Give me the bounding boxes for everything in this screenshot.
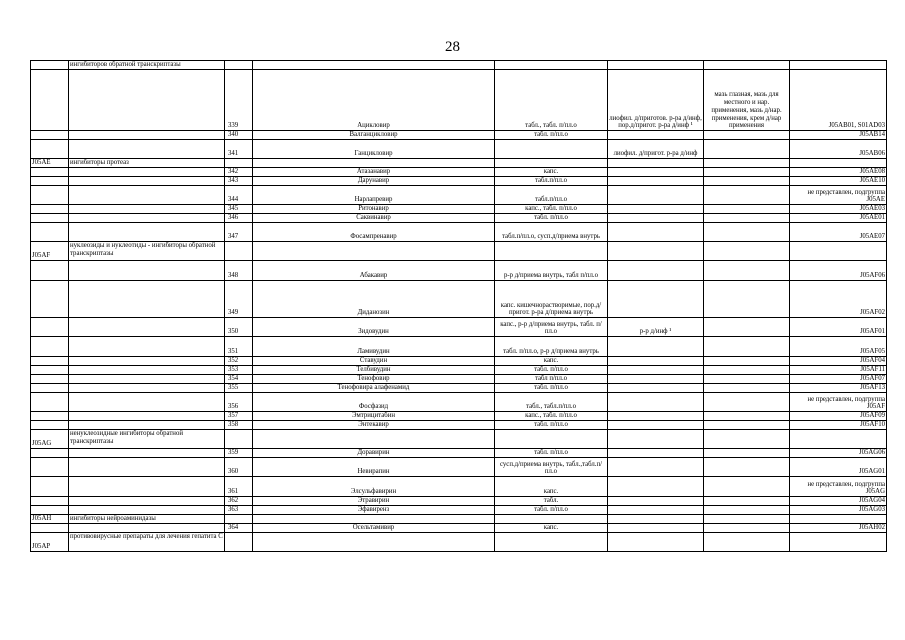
note-code-cell: J05AF05 bbox=[790, 337, 887, 357]
row-number-cell: 350 bbox=[225, 318, 253, 337]
group-name-cell bbox=[69, 186, 225, 205]
atc-code-cell bbox=[31, 61, 69, 70]
dosage-form-cell: табл.п/пл.о bbox=[495, 177, 608, 186]
group-row bbox=[31, 159, 887, 168]
drug-row bbox=[31, 384, 887, 393]
row-number-cell: 348 bbox=[225, 261, 253, 281]
group-name-cell bbox=[69, 357, 225, 366]
dosage-form-cell bbox=[495, 242, 608, 261]
atc-code-cell bbox=[31, 506, 69, 515]
dosage-form-cell bbox=[495, 533, 608, 552]
atc-code-cell: J05AF bbox=[31, 242, 69, 261]
drug-name-cell: Зидовудин bbox=[253, 318, 495, 337]
drug-row bbox=[31, 393, 887, 412]
group-name-cell: ингибиторов обратной транскриптазы bbox=[69, 61, 225, 70]
note-code-cell: J05AE03 bbox=[790, 205, 887, 214]
injection-form-cell bbox=[608, 430, 704, 449]
drug-row bbox=[31, 497, 887, 506]
row-number-cell: 363 bbox=[225, 506, 253, 515]
topical-form-cell bbox=[704, 497, 790, 506]
atc-code-cell bbox=[31, 357, 69, 366]
dosage-form-cell: табл. п/пл.о bbox=[495, 421, 608, 430]
note-code-cell bbox=[790, 515, 887, 524]
note-code-cell: J05AE01 bbox=[790, 214, 887, 223]
atc-code-cell bbox=[31, 384, 69, 393]
injection-form-cell bbox=[608, 61, 704, 70]
drug-name-cell: Ганцикловир bbox=[253, 140, 495, 159]
topical-form-cell bbox=[704, 524, 790, 533]
atc-code-cell bbox=[31, 497, 69, 506]
dosage-form-cell bbox=[495, 159, 608, 168]
drug-row bbox=[31, 261, 887, 281]
atc-code-cell: J05AE bbox=[31, 159, 69, 168]
note-code-cell: J05AG06 bbox=[790, 449, 887, 458]
row-number-cell: 342 bbox=[225, 168, 253, 177]
row-number-cell: 359 bbox=[225, 449, 253, 458]
row-number-cell: 356 bbox=[225, 393, 253, 412]
dosage-form-cell: сусп.д/приема внутрь, табл.,табл.п/пл.о bbox=[495, 458, 608, 477]
note-code-cell bbox=[790, 61, 887, 70]
atc-code-cell bbox=[31, 421, 69, 430]
topical-form-cell bbox=[704, 421, 790, 430]
row-number-cell: 360 bbox=[225, 458, 253, 477]
dosage-form-cell bbox=[495, 140, 608, 159]
injection-form-cell bbox=[608, 458, 704, 477]
drug-name-cell: Фосампренавир bbox=[253, 223, 495, 242]
dosage-form-cell: капс. кишечнорастворимые, пор.д/пригот. р-ра д/приема внутрь bbox=[495, 281, 608, 318]
note-code-cell: J05AE10 bbox=[790, 177, 887, 186]
note-code-cell bbox=[790, 242, 887, 261]
dosage-form-cell: р-р д/приема внутрь, табл п/пл.о bbox=[495, 261, 608, 281]
group-name-cell bbox=[69, 214, 225, 223]
drug-row bbox=[31, 524, 887, 533]
drug-name-cell: Осельтамивир bbox=[253, 524, 495, 533]
drug-name-cell: Тенофовир bbox=[253, 375, 495, 384]
atc-code-cell bbox=[31, 477, 69, 497]
group-name-cell: нуклеозиды и нуклеотиды - ингибиторы обратной транскриптазы bbox=[69, 242, 225, 261]
dosage-form-cell: табл.п/пл.о bbox=[495, 186, 608, 205]
injection-form-cell bbox=[608, 421, 704, 430]
drug-name-cell: Дарунавир bbox=[253, 177, 495, 186]
dosage-form-cell: табл. п/пл.о bbox=[495, 384, 608, 393]
drug-row bbox=[31, 223, 887, 242]
note-code-cell: J05AG04 bbox=[790, 497, 887, 506]
drug-row bbox=[31, 70, 887, 131]
topical-form-cell bbox=[704, 177, 790, 186]
injection-form-cell bbox=[608, 205, 704, 214]
drug-row bbox=[31, 318, 887, 337]
drug-name-cell: Ритонавир bbox=[253, 205, 495, 214]
drug-name-cell bbox=[253, 430, 495, 449]
group-name-cell bbox=[69, 449, 225, 458]
atc-code-cell bbox=[31, 366, 69, 375]
drug-row bbox=[31, 168, 887, 177]
drug-row bbox=[31, 131, 887, 140]
topical-form-cell bbox=[704, 506, 790, 515]
note-code-cell bbox=[790, 533, 887, 552]
dosage-form-cell: табл. п/пл.о bbox=[495, 366, 608, 375]
drug-name-cell: Абакавир bbox=[253, 261, 495, 281]
atc-code-cell bbox=[31, 223, 69, 242]
topical-form-cell bbox=[704, 393, 790, 412]
row-number-cell: 349 bbox=[225, 281, 253, 318]
topical-form-cell bbox=[704, 131, 790, 140]
drug-name-cell: Атазанавир bbox=[253, 168, 495, 177]
atc-code-cell: J05AP bbox=[31, 533, 69, 552]
note-code-cell: J05AF04 bbox=[790, 357, 887, 366]
topical-form-cell bbox=[704, 515, 790, 524]
atc-code-cell bbox=[31, 458, 69, 477]
note-code-cell: J05AF09 bbox=[790, 412, 887, 421]
group-name-cell bbox=[69, 366, 225, 375]
atc-code-cell bbox=[31, 449, 69, 458]
topical-form-cell bbox=[704, 412, 790, 421]
atc-code-cell bbox=[31, 337, 69, 357]
group-name-cell bbox=[69, 524, 225, 533]
injection-form-cell bbox=[608, 375, 704, 384]
group-name-cell bbox=[69, 261, 225, 281]
group-name-cell: ингибиторы протеаз bbox=[69, 159, 225, 168]
group-name-cell bbox=[69, 506, 225, 515]
drug-name-cell: Ставудин bbox=[253, 357, 495, 366]
note-code-cell: J05AB06 bbox=[790, 140, 887, 159]
injection-form-cell: р-р д/инф ¹ bbox=[608, 318, 704, 337]
drug-name-cell: Телбивудин bbox=[253, 366, 495, 375]
row-number-cell: 346 bbox=[225, 214, 253, 223]
atc-code-cell bbox=[31, 70, 69, 131]
atc-code-cell: J05AG bbox=[31, 430, 69, 449]
injection-form-cell bbox=[608, 159, 704, 168]
atc-code-cell bbox=[31, 177, 69, 186]
note-code-cell: J05AF13 bbox=[790, 384, 887, 393]
drug-name-cell bbox=[253, 159, 495, 168]
group-name-cell bbox=[69, 70, 225, 131]
drug-name-cell: Энтекавир bbox=[253, 421, 495, 430]
dosage-form-cell: табл. bbox=[495, 497, 608, 506]
topical-form-cell bbox=[704, 375, 790, 384]
row-number-cell: 341 bbox=[225, 140, 253, 159]
note-code-cell: J05AE08 bbox=[790, 168, 887, 177]
row-number-cell: 344 bbox=[225, 186, 253, 205]
drug-name-cell bbox=[253, 242, 495, 261]
group-name-cell bbox=[69, 131, 225, 140]
row-number-cell: 340 bbox=[225, 131, 253, 140]
group-name-cell bbox=[69, 140, 225, 159]
drug-row bbox=[31, 357, 887, 366]
group-name-cell: ингибиторы нейроаминидазы bbox=[69, 515, 225, 524]
group-name-cell bbox=[69, 477, 225, 497]
injection-form-cell bbox=[608, 223, 704, 242]
group-name-cell bbox=[69, 337, 225, 357]
topical-form-cell bbox=[704, 168, 790, 177]
row-number-cell: 347 bbox=[225, 223, 253, 242]
topical-form-cell bbox=[704, 159, 790, 168]
injection-form-cell bbox=[608, 524, 704, 533]
drug-row bbox=[31, 205, 887, 214]
drug-name-cell bbox=[253, 533, 495, 552]
note-code-cell: J05AF01 bbox=[790, 318, 887, 337]
injection-form-cell bbox=[608, 177, 704, 186]
drug-row bbox=[31, 449, 887, 458]
drug-row bbox=[31, 477, 887, 497]
injection-form-cell bbox=[608, 261, 704, 281]
row-number-cell bbox=[225, 430, 253, 449]
dosage-form-cell: капс., табл. п/пл.о bbox=[495, 412, 608, 421]
injection-form-cell bbox=[608, 131, 704, 140]
page-number: 28 bbox=[445, 39, 460, 55]
injection-form-cell bbox=[608, 281, 704, 318]
drug-row bbox=[31, 375, 887, 384]
dosage-form-cell: табл. п/пл.о bbox=[495, 506, 608, 515]
row-number-cell: 355 bbox=[225, 384, 253, 393]
row-number-cell: 351 bbox=[225, 337, 253, 357]
atc-code-cell bbox=[31, 261, 69, 281]
row-number-cell bbox=[225, 242, 253, 261]
drug-name-cell bbox=[253, 515, 495, 524]
drug-row bbox=[31, 214, 887, 223]
row-number-cell bbox=[225, 61, 253, 70]
row-number-cell: 354 bbox=[225, 375, 253, 384]
note-code-cell bbox=[790, 159, 887, 168]
injection-form-cell bbox=[608, 506, 704, 515]
note-code-cell: J05AF07 bbox=[790, 375, 887, 384]
topical-form-cell bbox=[704, 449, 790, 458]
atc-code-cell bbox=[31, 131, 69, 140]
injection-form-cell bbox=[608, 337, 704, 357]
row-number-cell: 364 bbox=[225, 524, 253, 533]
group-row bbox=[31, 430, 887, 449]
note-code-cell: J05AF10 bbox=[790, 421, 887, 430]
row-number-cell: 361 bbox=[225, 477, 253, 497]
drug-name-cell: Эфавиренз bbox=[253, 506, 495, 515]
topical-form-cell bbox=[704, 430, 790, 449]
dosage-form-cell: табл. п/пл.о bbox=[495, 131, 608, 140]
dosage-form-cell: табл. п/пл.о bbox=[495, 449, 608, 458]
dosage-form-cell: капс., табл. п/пл.о bbox=[495, 205, 608, 214]
dosage-form-cell: табл.п/пл.о, сусп.д/приема внутрь bbox=[495, 223, 608, 242]
topical-form-cell bbox=[704, 357, 790, 366]
group-name-cell bbox=[69, 393, 225, 412]
drug-name-cell: Тенофовира алафенамид bbox=[253, 384, 495, 393]
drug-name-cell: Невирапин bbox=[253, 458, 495, 477]
injection-form-cell bbox=[608, 477, 704, 497]
group-name-cell bbox=[69, 384, 225, 393]
injection-form-cell bbox=[608, 168, 704, 177]
group-row bbox=[31, 242, 887, 261]
group-name-cell bbox=[69, 375, 225, 384]
drug-row bbox=[31, 412, 887, 421]
injection-form-cell bbox=[608, 533, 704, 552]
drug-name-cell: Фосфазид bbox=[253, 393, 495, 412]
row-number-cell: 343 bbox=[225, 177, 253, 186]
topical-form-cell bbox=[704, 384, 790, 393]
dosage-form-cell: табл., табл.п/пл.о bbox=[495, 393, 608, 412]
topical-form-cell bbox=[704, 318, 790, 337]
note-code-cell: J05AF06 bbox=[790, 261, 887, 281]
drug-row bbox=[31, 366, 887, 375]
drug-name-cell: Валганцикловир bbox=[253, 131, 495, 140]
note-code-cell: J05AE07 bbox=[790, 223, 887, 242]
injection-form-cell bbox=[608, 393, 704, 412]
note-code-cell: J05AF11 bbox=[790, 366, 887, 375]
topical-form-cell bbox=[704, 337, 790, 357]
group-row bbox=[31, 515, 887, 524]
drug-name-cell: Этравирин bbox=[253, 497, 495, 506]
row-number-cell: 345 bbox=[225, 205, 253, 214]
note-code-cell: не представлен, подгруппа J05AF bbox=[790, 393, 887, 412]
group-name-cell bbox=[69, 318, 225, 337]
drug-name-cell: Саквинавир bbox=[253, 214, 495, 223]
group-name-cell: противовирусные препараты для лечения гепатита С bbox=[69, 533, 225, 552]
atc-code-cell: J05AH bbox=[31, 515, 69, 524]
group-name-cell: ненуклеозидные ингибиторы обратной транскриптазы bbox=[69, 430, 225, 449]
atc-code-cell bbox=[31, 281, 69, 318]
topical-form-cell bbox=[704, 366, 790, 375]
injection-form-cell bbox=[608, 186, 704, 205]
group-name-cell bbox=[69, 458, 225, 477]
note-code-cell: J05AH02 bbox=[790, 524, 887, 533]
drug-name-cell: Диданозин bbox=[253, 281, 495, 318]
drug-name-cell: Ацикловир bbox=[253, 70, 495, 131]
row-number-cell: 357 bbox=[225, 412, 253, 421]
topical-form-cell bbox=[704, 61, 790, 70]
topical-form-cell bbox=[704, 140, 790, 159]
dosage-form-cell: капс. bbox=[495, 477, 608, 497]
dosage-form-cell bbox=[495, 430, 608, 449]
dosage-form-cell: табл. п/пл.о bbox=[495, 214, 608, 223]
atc-code-cell bbox=[31, 168, 69, 177]
atc-code-cell bbox=[31, 140, 69, 159]
injection-form-cell bbox=[608, 366, 704, 375]
drug-name-cell: Эмтрицитабин bbox=[253, 412, 495, 421]
group-row bbox=[31, 61, 887, 70]
group-name-cell bbox=[69, 412, 225, 421]
group-name-cell bbox=[69, 223, 225, 242]
injection-form-cell bbox=[608, 242, 704, 261]
topical-form-cell bbox=[704, 261, 790, 281]
table-body bbox=[31, 61, 887, 552]
topical-form-cell bbox=[704, 186, 790, 205]
atc-code-cell bbox=[31, 524, 69, 533]
topical-form-cell bbox=[704, 281, 790, 318]
topical-form-cell bbox=[704, 458, 790, 477]
drug-name-cell: Нарлапревир bbox=[253, 186, 495, 205]
note-code-cell: J05AB01, S01AD03 bbox=[790, 70, 887, 131]
dosage-form-cell: капс. bbox=[495, 168, 608, 177]
row-number-cell bbox=[225, 533, 253, 552]
drug-name-cell: Доравирин bbox=[253, 449, 495, 458]
dosage-form-cell: табл п/пл.о bbox=[495, 375, 608, 384]
topical-form-cell: мазь глазная, мазь для местного и нар. применения, мазь д/нар. применения, крем д/нар применения bbox=[704, 70, 790, 131]
drug-row bbox=[31, 281, 887, 318]
atc-code-cell bbox=[31, 205, 69, 214]
note-code-cell: J05AG03 bbox=[790, 506, 887, 515]
atc-code-cell bbox=[31, 186, 69, 205]
note-code-cell bbox=[790, 430, 887, 449]
dosage-form-cell: капс. bbox=[495, 357, 608, 366]
group-name-cell bbox=[69, 497, 225, 506]
row-number-cell bbox=[225, 159, 253, 168]
dosage-form-cell: капс. bbox=[495, 524, 608, 533]
drug-row bbox=[31, 186, 887, 205]
row-number-cell: 362 bbox=[225, 497, 253, 506]
injection-form-cell bbox=[608, 214, 704, 223]
row-number-cell: 352 bbox=[225, 357, 253, 366]
injection-form-cell bbox=[608, 384, 704, 393]
note-code-cell: J05AB14 bbox=[790, 131, 887, 140]
atc-code-cell bbox=[31, 412, 69, 421]
atc-code-cell bbox=[31, 214, 69, 223]
group-name-cell bbox=[69, 177, 225, 186]
drug-name-cell: Ламивудин bbox=[253, 337, 495, 357]
dosage-form-cell bbox=[495, 515, 608, 524]
drug-name-cell: Элсульфавирин bbox=[253, 477, 495, 497]
topical-form-cell bbox=[704, 477, 790, 497]
group-name-cell bbox=[69, 281, 225, 318]
drug-row bbox=[31, 421, 887, 430]
topical-form-cell bbox=[704, 223, 790, 242]
atc-code-cell bbox=[31, 375, 69, 384]
dosage-form-cell: табл. п/пл.о, р-р д/приема внутрь bbox=[495, 337, 608, 357]
drug-row bbox=[31, 337, 887, 357]
atc-code-cell bbox=[31, 318, 69, 337]
injection-form-cell: лиофил. д/пригот. р-ра д/инф bbox=[608, 140, 704, 159]
row-number-cell: 339 bbox=[225, 70, 253, 131]
row-number-cell: 353 bbox=[225, 366, 253, 375]
group-name-cell bbox=[69, 168, 225, 177]
drug-name-cell bbox=[253, 61, 495, 70]
drug-row bbox=[31, 458, 887, 477]
injection-form-cell bbox=[608, 357, 704, 366]
group-name-cell bbox=[69, 205, 225, 214]
row-number-cell: 358 bbox=[225, 421, 253, 430]
note-code-cell: J05AF02 bbox=[790, 281, 887, 318]
topical-form-cell bbox=[704, 533, 790, 552]
drug-row bbox=[31, 506, 887, 515]
injection-form-cell bbox=[608, 515, 704, 524]
group-name-cell bbox=[69, 421, 225, 430]
group-row bbox=[31, 533, 887, 552]
note-code-cell: не представлен, подгруппа J05AE bbox=[790, 186, 887, 205]
dosage-form-cell: капс., р-р д/приема внутрь, табл. п/пл.о bbox=[495, 318, 608, 337]
note-code-cell: не представлен, подгруппа J05AG bbox=[790, 477, 887, 497]
injection-form-cell bbox=[608, 497, 704, 506]
injection-form-cell bbox=[608, 449, 704, 458]
dosage-form-cell: табл., табл. п/пл.о bbox=[495, 70, 608, 131]
drug-table bbox=[30, 60, 887, 552]
injection-form-cell bbox=[608, 412, 704, 421]
atc-code-cell bbox=[31, 393, 69, 412]
topical-form-cell bbox=[704, 242, 790, 261]
topical-form-cell bbox=[704, 214, 790, 223]
topical-form-cell bbox=[704, 205, 790, 214]
dosage-form-cell bbox=[495, 61, 608, 70]
drug-row bbox=[31, 140, 887, 159]
note-code-cell: J05AG01 bbox=[790, 458, 887, 477]
row-number-cell bbox=[225, 515, 253, 524]
drug-row bbox=[31, 177, 887, 186]
injection-form-cell: лиофил. д/приготов. р-ра д/инф, пор.д/пригот. р-ра д/инф ¹ bbox=[608, 70, 704, 131]
